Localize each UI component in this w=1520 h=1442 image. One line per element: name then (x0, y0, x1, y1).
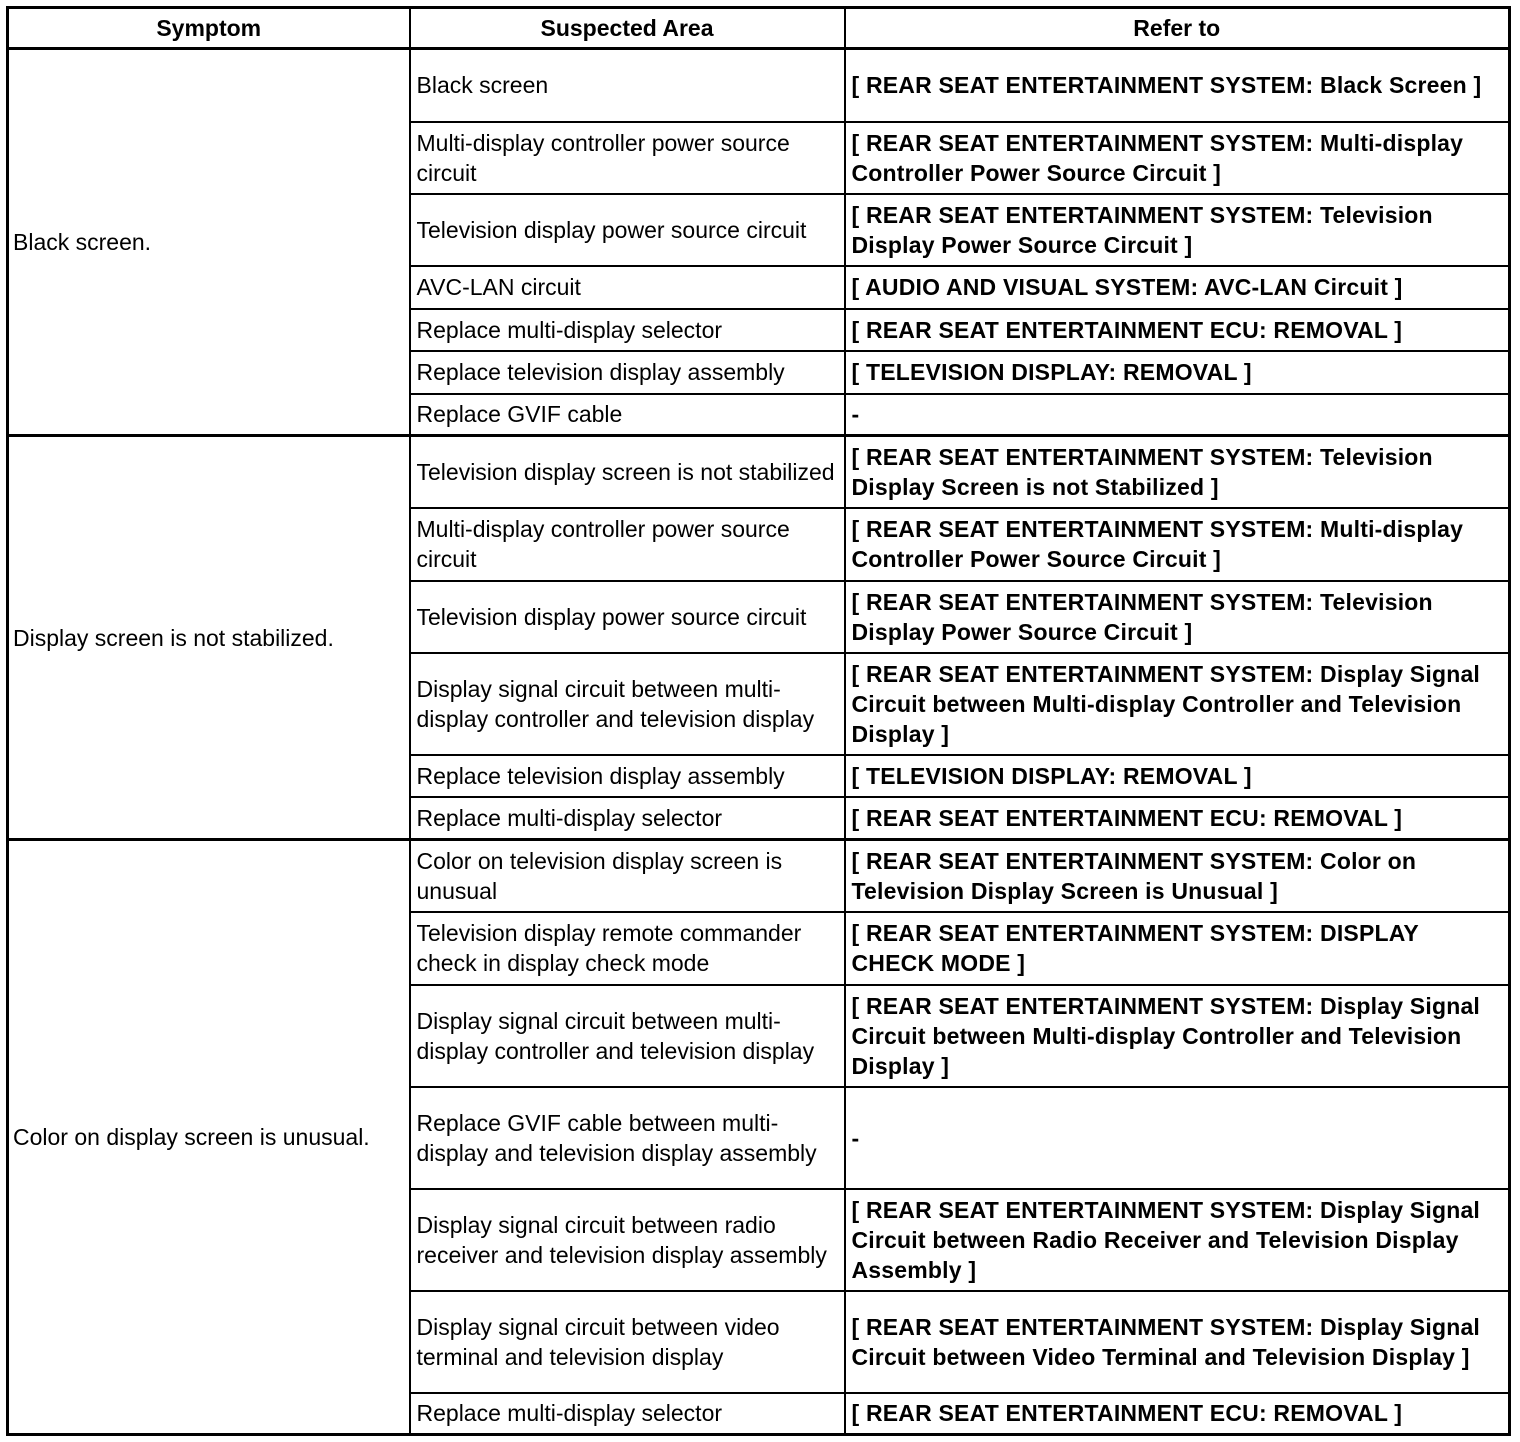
suspected-area-cell: Replace multi-display selector (410, 797, 845, 840)
refer-to-cell: [ REAR SEAT ENTERTAINMENT ECU: REMOVAL ] (845, 1393, 1510, 1435)
header-row (8, 8, 1510, 49)
refer-to-cell: [ REAR SEAT ENTERTAINMENT SYSTEM: Color on Television Display Screen is Unusual ] (845, 840, 1510, 912)
refer-to-cell: [ REAR SEAT ENTERTAINMENT SYSTEM: Display Signal Circuit between Multi-display Controller and Television Display ] (845, 653, 1510, 755)
suspected-area-cell: Television display screen is not stabilized (410, 436, 845, 508)
suspected-area-cell: Replace GVIF cable (410, 394, 845, 436)
suspected-area-cell: AVC-LAN circuit (410, 266, 845, 309)
suspected-area-cell: Television display power source circuit (410, 194, 845, 266)
refer-to-cell: [ REAR SEAT ENTERTAINMENT SYSTEM: Television Display Power Source Circuit ] (845, 194, 1510, 266)
symptom-cell: Color on display screen is unusual. (8, 840, 410, 1435)
suspected-area-cell: Display signal circuit between multi-display controller and television display (410, 653, 845, 755)
refer-to-cell: [ TELEVISION DISPLAY: REMOVAL ] (845, 755, 1510, 797)
header-suspected-area: Suspected Area (410, 8, 845, 49)
refer-to-cell: [ TELEVISION DISPLAY: REMOVAL ] (845, 351, 1510, 394)
group-display-not-stabilized (8, 436, 1510, 840)
suspected-area-cell: Replace multi-display selector (410, 309, 845, 351)
refer-to-cell: [ REAR SEAT ENTERTAINMENT SYSTEM: Display Signal Circuit between Radio Receiver and Television Display Assembly ] (845, 1189, 1510, 1291)
refer-to-cell: - (845, 1087, 1510, 1189)
refer-to-cell: - (845, 394, 1510, 436)
suspected-area-cell: Black screen (410, 49, 845, 122)
table-row (8, 840, 1510, 912)
group-color-unusual (8, 840, 1510, 1435)
refer-to-cell: [ REAR SEAT ENTERTAINMENT SYSTEM: Display Signal Circuit between Multi-display Controller and Television Display ] (845, 985, 1510, 1087)
suspected-area-cell: Display signal circuit between radio receiver and television display assembly (410, 1189, 845, 1291)
suspected-area-cell: Television display remote commander check in display check mode (410, 912, 845, 985)
suspected-area-cell: Multi-display controller power source circuit (410, 508, 845, 581)
suspected-area-cell: Display signal circuit between video terminal and television display (410, 1291, 845, 1393)
symptom-cell: Black screen. (8, 49, 410, 436)
suspected-area-cell: Color on television display screen is unusual (410, 840, 845, 912)
suspected-area-cell: Television display power source circuit (410, 581, 845, 653)
refer-to-cell: [ REAR SEAT ENTERTAINMENT SYSTEM: Television Display Screen is not Stabilized ] (845, 436, 1510, 508)
refer-to-cell: [ REAR SEAT ENTERTAINMENT SYSTEM: Multi-display Controller Power Source Circuit ] (845, 508, 1510, 581)
header-refer-to: Refer to (845, 8, 1510, 49)
suspected-area-cell: Replace television display assembly (410, 351, 845, 394)
troubleshooting-table (6, 6, 1511, 1436)
group-black-screen (8, 49, 1510, 436)
refer-to-cell: [ REAR SEAT ENTERTAINMENT SYSTEM: DISPLAY CHECK MODE ] (845, 912, 1510, 985)
suspected-area-cell: Replace multi-display selector (410, 1393, 845, 1435)
suspected-area-cell: Multi-display controller power source circuit (410, 122, 845, 194)
table-row (8, 49, 1510, 122)
header-symptom: Symptom (8, 8, 410, 49)
refer-to-cell: [ REAR SEAT ENTERTAINMENT SYSTEM: Television Display Power Source Circuit ] (845, 581, 1510, 653)
refer-to-cell: [ REAR SEAT ENTERTAINMENT SYSTEM: Multi-display Controller Power Source Circuit ] (845, 122, 1510, 194)
refer-to-cell: [ REAR SEAT ENTERTAINMENT ECU: REMOVAL ] (845, 309, 1510, 351)
refer-to-cell: [ AUDIO AND VISUAL SYSTEM: AVC-LAN Circuit ] (845, 266, 1510, 309)
suspected-area-cell: Replace GVIF cable between multi-display and television display assembly (410, 1087, 845, 1189)
suspected-area-cell: Replace television display assembly (410, 755, 845, 797)
suspected-area-cell: Display signal circuit between multi-display controller and television display (410, 985, 845, 1087)
refer-to-cell: [ REAR SEAT ENTERTAINMENT ECU: REMOVAL ] (845, 797, 1510, 840)
refer-to-cell: [ REAR SEAT ENTERTAINMENT SYSTEM: Display Signal Circuit between Video Terminal and Television Display ] (845, 1291, 1510, 1393)
table-header (8, 8, 1510, 49)
symptom-cell: Display screen is not stabilized. (8, 436, 410, 840)
table-row (8, 436, 1510, 508)
refer-to-cell: [ REAR SEAT ENTERTAINMENT SYSTEM: Black Screen ] (845, 49, 1510, 122)
